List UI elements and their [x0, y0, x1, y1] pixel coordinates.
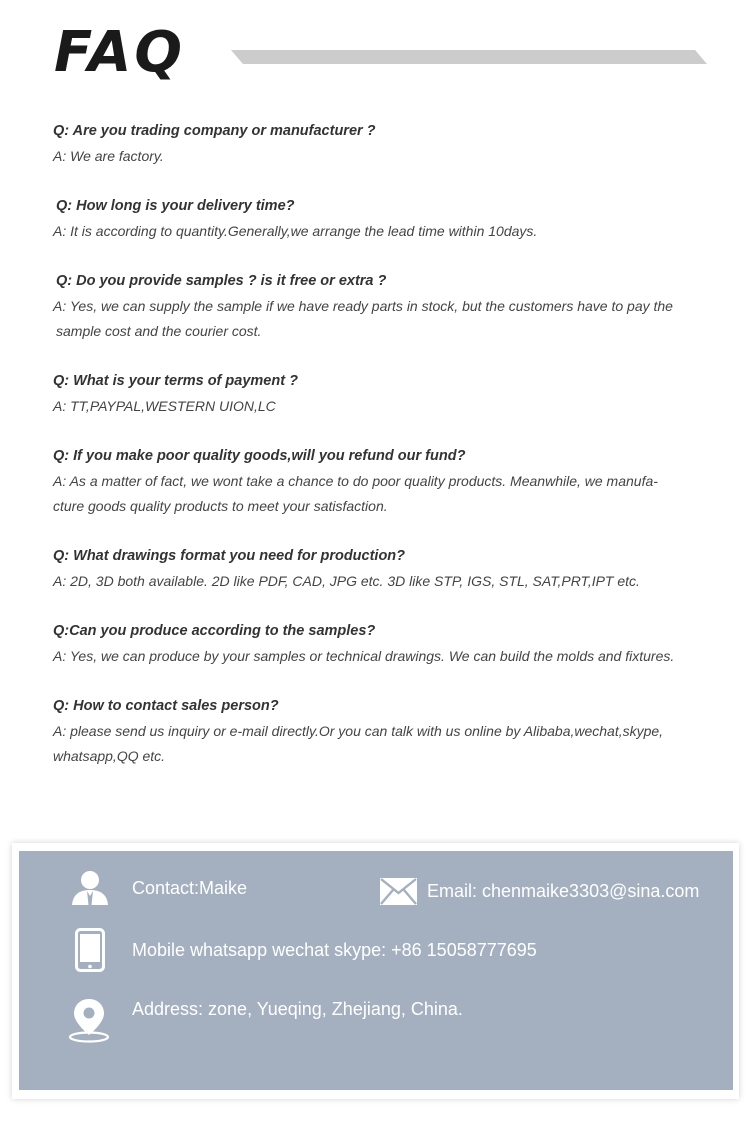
faq-answer-line: A: Yes, we can produce by your samples or technical drawings. We can build the molds and fixtures. — [53, 648, 675, 664]
contact-address-row — [68, 997, 463, 1043]
faq-item — [53, 444, 718, 519]
contact-mobile: Mobile whatsapp wechat skype: +86 15058777695 — [132, 939, 537, 960]
person-icon — [71, 869, 109, 907]
faq-answer-line: A: TT,PAYPAL,WESTERN UION,LC — [53, 398, 276, 414]
contact-person-row — [71, 869, 247, 907]
faq-answer-line: whatsapp,QQ etc. — [53, 748, 166, 764]
faq-answer-line: A: Yes, we can supply the sample if we have ready parts in stock, but the customers have to pay the — [53, 298, 673, 314]
faq-question: Q: Are you trading company or manufacturer ? — [53, 123, 376, 139]
contact-name: Contact:Maike — [132, 877, 248, 898]
faq-item — [53, 269, 718, 344]
faq-list — [53, 119, 718, 794]
contact-email[interactable]: Email: chenmaike3303@sina.com — [427, 881, 700, 901]
faq-question: Q: If you make poor quality goods,will you refund our fund? — [53, 448, 466, 464]
faq-question: Q: What drawings format you need for production? — [53, 548, 406, 564]
faq-answer-line: sample cost and the courier cost. — [56, 323, 262, 339]
faq-question: Q: What is your terms of payment ? — [53, 373, 298, 389]
contact-email-row — [380, 878, 699, 905]
faq-answer-line: A: please send us inquiry or e-mail directly.Or you can talk with us online by Alibaba,wechat,skype, — [53, 723, 664, 739]
faq-item — [53, 544, 718, 594]
page-title: FAQ — [54, 20, 185, 85]
faq-answer-line: A: It is according to quantity.Generally,we arrange the lead time within 10days. — [53, 223, 538, 239]
faq-answer-line: A: We are factory. — [53, 148, 164, 164]
title-decoration-bar — [231, 50, 707, 64]
faq-item — [53, 194, 718, 244]
contact-card — [19, 851, 733, 1090]
contact-address: Address: zone, Yueqing, Zhejiang, China. — [132, 998, 463, 1019]
faq-answer-line: A: As a matter of fact, we wont take a chance to do poor quality products. Meanwhile, we manufa- — [53, 473, 658, 489]
faq-answer-line: A: 2D, 3D both available. 2D like PDF, CAD, JPG etc. 3D like STP, IGS, STL, SAT,PRT,IPT etc. — [53, 573, 640, 589]
faq-item — [53, 369, 718, 419]
faq-item — [53, 694, 718, 769]
faq-answer-line: cture goods quality products to meet your satisfaction. — [53, 498, 388, 514]
faq-question: Q: How to contact sales person? — [53, 698, 279, 714]
faq-item — [53, 619, 718, 669]
faq-question: Q: Do you provide samples ? is it free or extra ? — [56, 273, 387, 289]
faq-question: Q:Can you produce according to the samples? — [53, 623, 376, 639]
faq-question: Q: How long is your delivery time? — [56, 198, 295, 214]
contact-mobile-row — [75, 928, 537, 972]
faq-item — [53, 119, 718, 169]
envelope-icon — [380, 878, 417, 905]
location-pin-icon — [68, 997, 110, 1043]
mobile-phone-icon — [75, 928, 105, 972]
